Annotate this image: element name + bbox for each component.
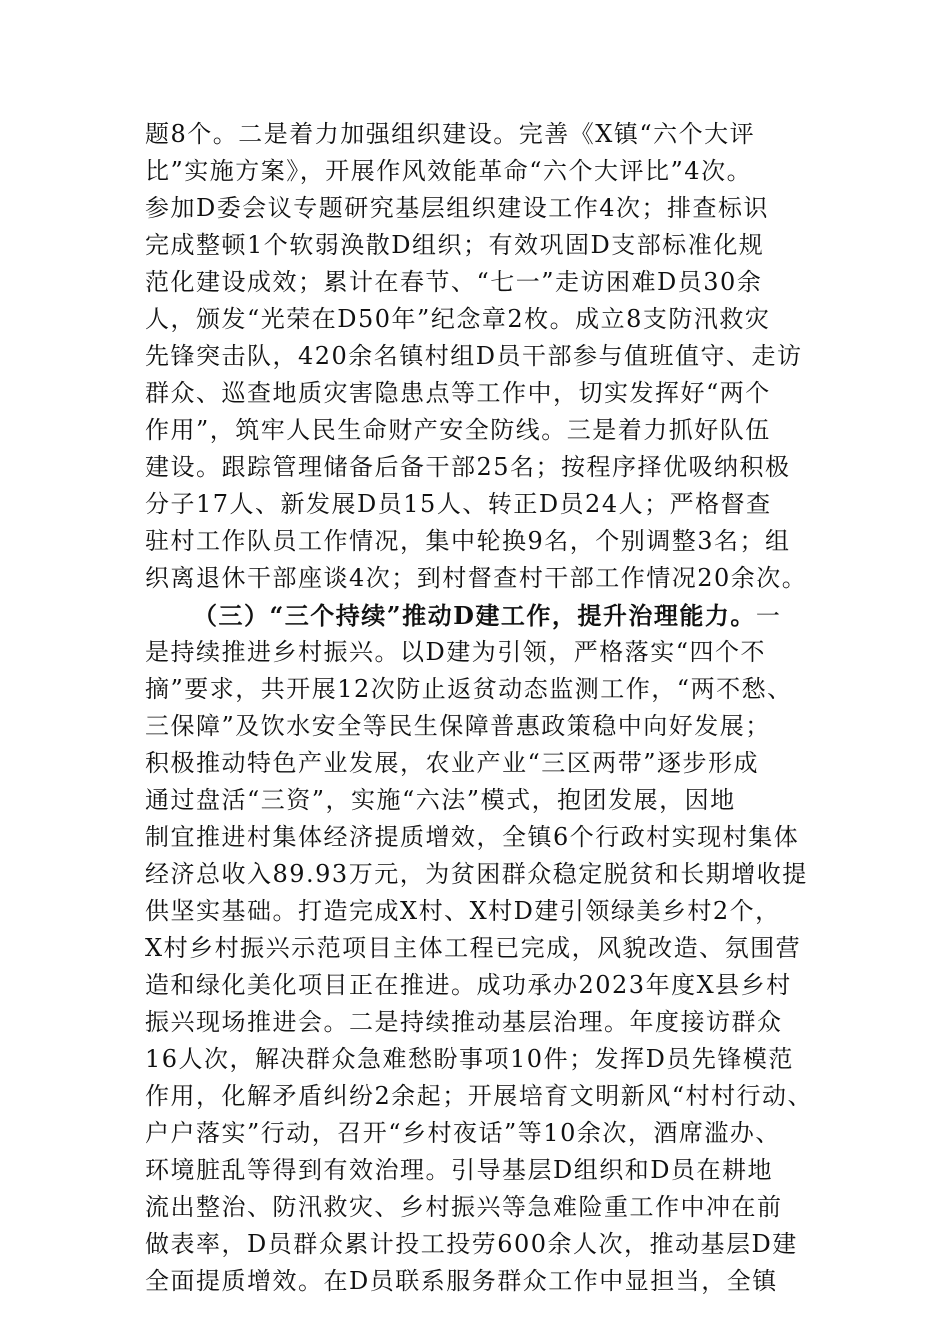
document-body <box>145 116 814 1300</box>
text-line: 三保障”及饮水安全等民生保障普惠政策稳中向好发展； <box>145 712 771 740</box>
text-line: 完成整顿1个软弱涣散D组织；有效巩固D支部标准化规 <box>145 231 765 259</box>
text-line: 参加D委会议专题研究基层组织建设工作4次；排查标识 <box>145 194 770 222</box>
heading-line-continuation: 一 <box>755 602 782 630</box>
text-line: 题8个。二是着力加强组织建设。完善《X镇“六个大评 <box>145 120 756 148</box>
text-line: 摘”要求，共开展12次防止返贫动态监测工作，“两不愁、 <box>145 675 793 703</box>
section-heading: （三）“三个持续”推动D建工作，提升治理能力。 <box>193 601 756 630</box>
text-line: 是持续推进乡村振兴。以D建为引领，严格落实“四个不 <box>145 638 767 666</box>
text-line: 制宜推进村集体经济提质增效，全镇6个行政村实现村集体 <box>145 823 800 851</box>
text-line: X村乡村振兴示范项目主体工程已完成，风貌改造、氛围营 <box>145 934 802 962</box>
text-line: 范化建设成效；累计在春节、“七一”走访困难D员30余 <box>145 268 763 296</box>
text-line: 振兴现场推进会。二是持续推动基层治理。年度接访群众 <box>145 1008 783 1036</box>
text-line: 人，颁发“光荣在D50年”纪念章2枚。成立8支防汛救灾 <box>145 305 771 333</box>
text-line: 全面提质增效。在D员联系服务群众工作中显担当，全镇 <box>145 1267 778 1295</box>
text-line: 造和绿化美化项目正在推进。成功承办2023年度X县乡村 <box>145 971 792 999</box>
text-line: 比”实施方案》，开展作风效能革命“六个大评比”4次。 <box>145 157 753 185</box>
text-line: 积极推动特色产业发展，农业产业“三区两带”逐步形成 <box>145 749 760 777</box>
text-line: 作用，化解矛盾纠纷2余起；开展培育文明新风“村村行动、 <box>145 1082 814 1110</box>
text-line: 织离退休干部座谈4次；到村督查村干部工作情况20余次。 <box>145 564 808 592</box>
text-line: 建设。跟踪管理储备后备干部25名；按程序择优吸纳积极 <box>145 453 791 481</box>
text-line: 供坚实基础。打造完成X村、X村D建引领绿美乡村2个， <box>145 897 781 925</box>
text-line: 分子17人、新发展D员15人、转正D员24人；严格督查 <box>145 490 772 518</box>
text-line: 驻村工作队员工作情况，集中轮换9名，个别调整3名；组 <box>145 527 791 555</box>
text-line: 做表率，D员群众累计投工投劳600余人次，推动基层D建 <box>145 1230 798 1258</box>
text-line: 环境脏乱等得到有效治理。引导基层D组织和D员在耕地 <box>145 1156 773 1184</box>
text-line: 通过盘活“三资”，实施“六法”模式，抱团发展，因地 <box>145 786 736 814</box>
text-line: 经济总收入89.93万元，为贫困群众稳定脱贫和长期增收提 <box>145 860 808 888</box>
text-line: 流出整治、防汛救灾、乡村振兴等急难险重工作中冲在前 <box>145 1193 783 1221</box>
text-line: 先锋突击队，420余名镇村组D员干部参与值班值守、走访 <box>145 342 803 370</box>
text-line: 16人次，解决群众急难愁盼事项10件；发挥D员先锋模范 <box>145 1045 794 1073</box>
text-line: 户户落实”行动，召开“乡村夜话”等10余次，酒席滥办、 <box>145 1119 781 1147</box>
section-heading-line <box>145 597 810 634</box>
text-line: 作用”，筑牢人民生命财产安全防线。三是着力抓好队伍 <box>145 416 771 444</box>
text-line: 群众、巡查地质灾害隐患点等工作中，切实发挥好“两个 <box>145 379 771 407</box>
